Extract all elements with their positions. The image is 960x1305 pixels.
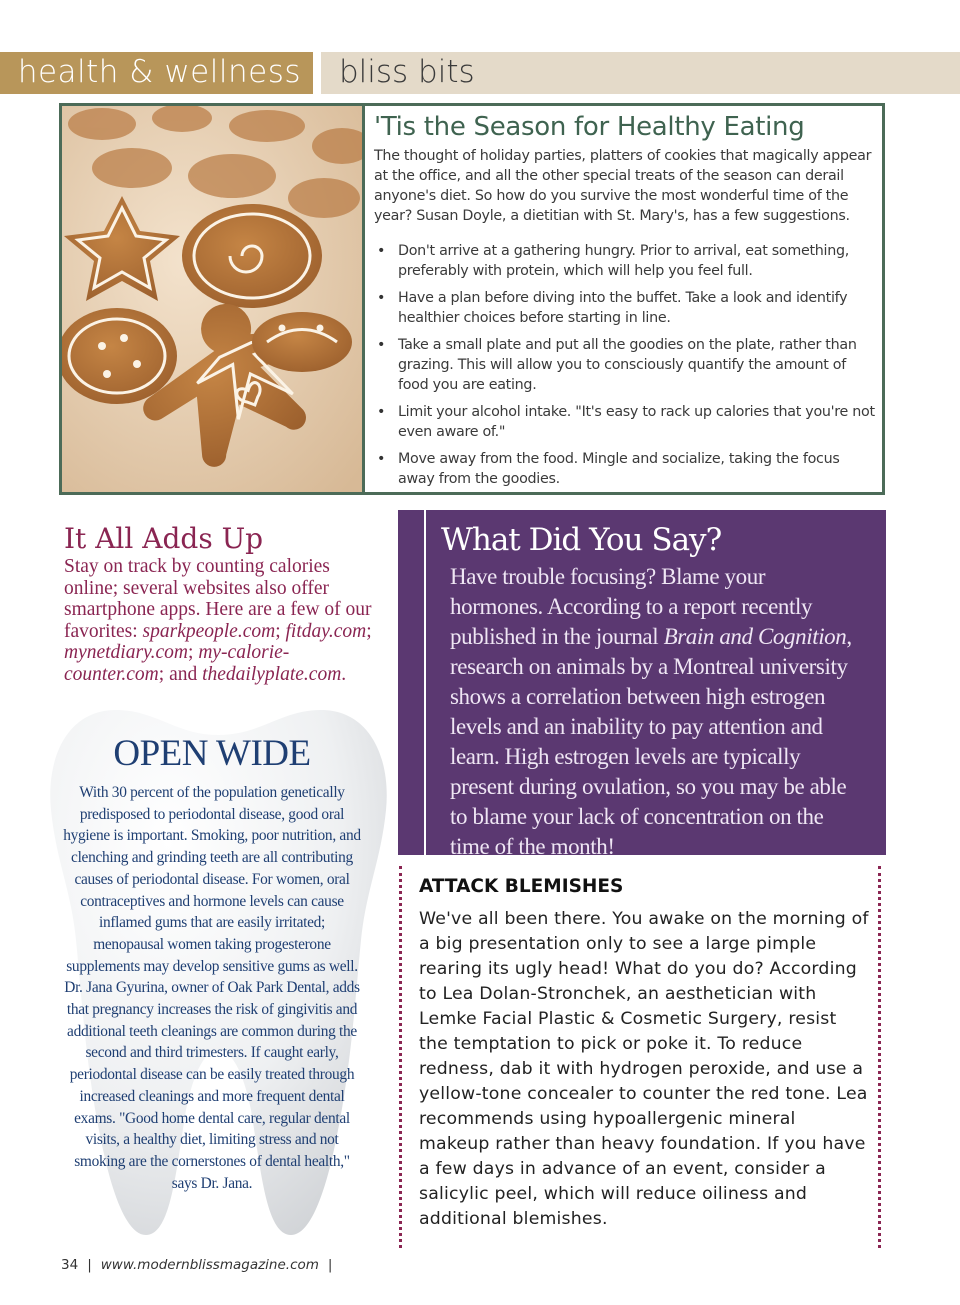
site-link[interactable]: my-calorie-counter.com <box>64 642 290 685</box>
adds-up-section <box>64 522 374 685</box>
adds-up-body <box>64 556 374 685</box>
page-number: 34 <box>61 1257 79 1273</box>
site-link[interactable]: fitday.com <box>285 620 367 642</box>
open-wide-body: With 30 percent of the population genetically predisposed to periodontal disease, good oral hygiene is important. Smoking, poor nutrition, and clenching and grinding teeth are all contributing causes of periodontal disease. For women, oral contraceptives and hormone levels can cause inflamed gums that are easily irritated; menopausal women taking progesterone supplements may develop sensitive gums as well. Dr. Jana Gyurina, owner of Oak Park Dental, adds that pregnancy increases the risk of gingivitis and additional teeth cleanings are common during the second and third trimesters. If caught early, periodontal disease can be easily treated through increased cleanings and more frequent dental exams. "Good home dental care, regular dental visits, a healthy diet, limiting stress and not smoking are the cornerstones of dental health," says Dr. Jana. <box>63 784 361 1192</box>
site-link[interactable]: sparkpeople.com <box>142 620 276 642</box>
separator: ; <box>275 620 286 642</box>
body-start: Have trouble focusing? Blame your hormones. According to a report recently published in the journal <box>450 564 813 649</box>
tip-item: • Don't arrive at a gathering hungry. Prior to arrival, eat something, preferably with protein, which will help you feel full. <box>374 241 876 281</box>
terminal-period: . <box>341 663 347 685</box>
feature-intro: The thought of holiday parties, platters of cookies that magically appear at the office, and all the other special treats of the season can derail anyone's diet. So how do you survive the most wonderful time of the year? Susan Doyle, a dietitian with St. Mary's, has a few suggestions. <box>374 148 872 224</box>
tip-item: • Move away from the food. Mingle and socialize, taking the focus away from the goodies. <box>374 449 876 489</box>
separator: ; and <box>158 663 203 685</box>
magazine-url[interactable]: www.modernblissmagazine.com <box>100 1257 319 1273</box>
footer-divider: | <box>327 1257 333 1273</box>
tip-item: • Take a small plate and put all the goodies on the plate, rather than grazing. This will allow you to consciously quantify the amount of food you are eating. <box>374 335 876 395</box>
section-header <box>0 52 313 94</box>
what-did-you-say-body <box>450 562 860 862</box>
site-link[interactable]: thedailyplate.com <box>202 663 342 685</box>
column-label: bliss bits <box>339 54 475 90</box>
tip-item: • Limit your alcohol intake. "It's easy to rack up calories that you're not even aware of." <box>374 402 876 442</box>
attack-blemishes-box <box>399 866 881 1248</box>
attack-blemishes-body: We've all been there. You awake on the morning of a big presentation only to see a large pimple rearing its ugly head! What do you do? According to Lea Dolan-Stronchek, an aesthetician with Lemke Facial Plastic & Cosmetic Surgery, resist the temptation to pick or poke it. To reduce redness, dab it with hydrogen peroxide, and use a yellow-tone concealer to counter the red tone. Lea recommends using hypoallergenic mineral makeup rather than heavy foundation. If you have a few days in advance of an event, consider a salicylic peel, which will reduce oiliness and additional blemishes. <box>419 909 869 1229</box>
feature-text <box>374 112 876 496</box>
separator: ; <box>366 620 372 642</box>
open-wide-section <box>62 734 362 1194</box>
open-wide-title: OPEN WIDE <box>113 733 311 774</box>
what-did-you-say-title: What Did You Say? <box>441 522 722 558</box>
section-label: health & wellness <box>17 54 301 90</box>
body-end: , research on animals by a Montreal university shows a correlation between high estrogen levels and an inability to pay attention and learn. High estrogen levels are typically present during ovulation, so you may be able to blame your lack of concentration on the time of the month! <box>450 624 852 859</box>
tip-item: • Have a plan before diving into the buffet. Take a look and identify healthier choices before starting in line. <box>374 288 876 328</box>
attack-blemishes-title: ATTACK BLEMISHES <box>419 876 624 897</box>
what-did-you-say-box <box>398 510 886 859</box>
feature-title: 'Tis the Season for Healthy Eating <box>374 112 805 142</box>
page-footer <box>61 1257 341 1273</box>
column-header <box>321 52 960 94</box>
adds-up-title: It All Adds Up <box>64 522 264 555</box>
adds-up-intro: Stay on track by counting calories online; several websites also offer smartphone apps. Here are a few of our favorites: <box>64 556 372 642</box>
gingerbread-cookie-photo <box>62 106 365 492</box>
healthy-eating-feature <box>59 103 885 495</box>
journal-name: Brain and Cognition <box>663 624 847 649</box>
purple-inner-panel <box>424 510 886 859</box>
site-link[interactable]: mynetdiary.com <box>64 642 189 663</box>
tips-list <box>374 241 876 489</box>
footer-divider: | <box>87 1257 92 1273</box>
separator: ; <box>188 642 199 663</box>
